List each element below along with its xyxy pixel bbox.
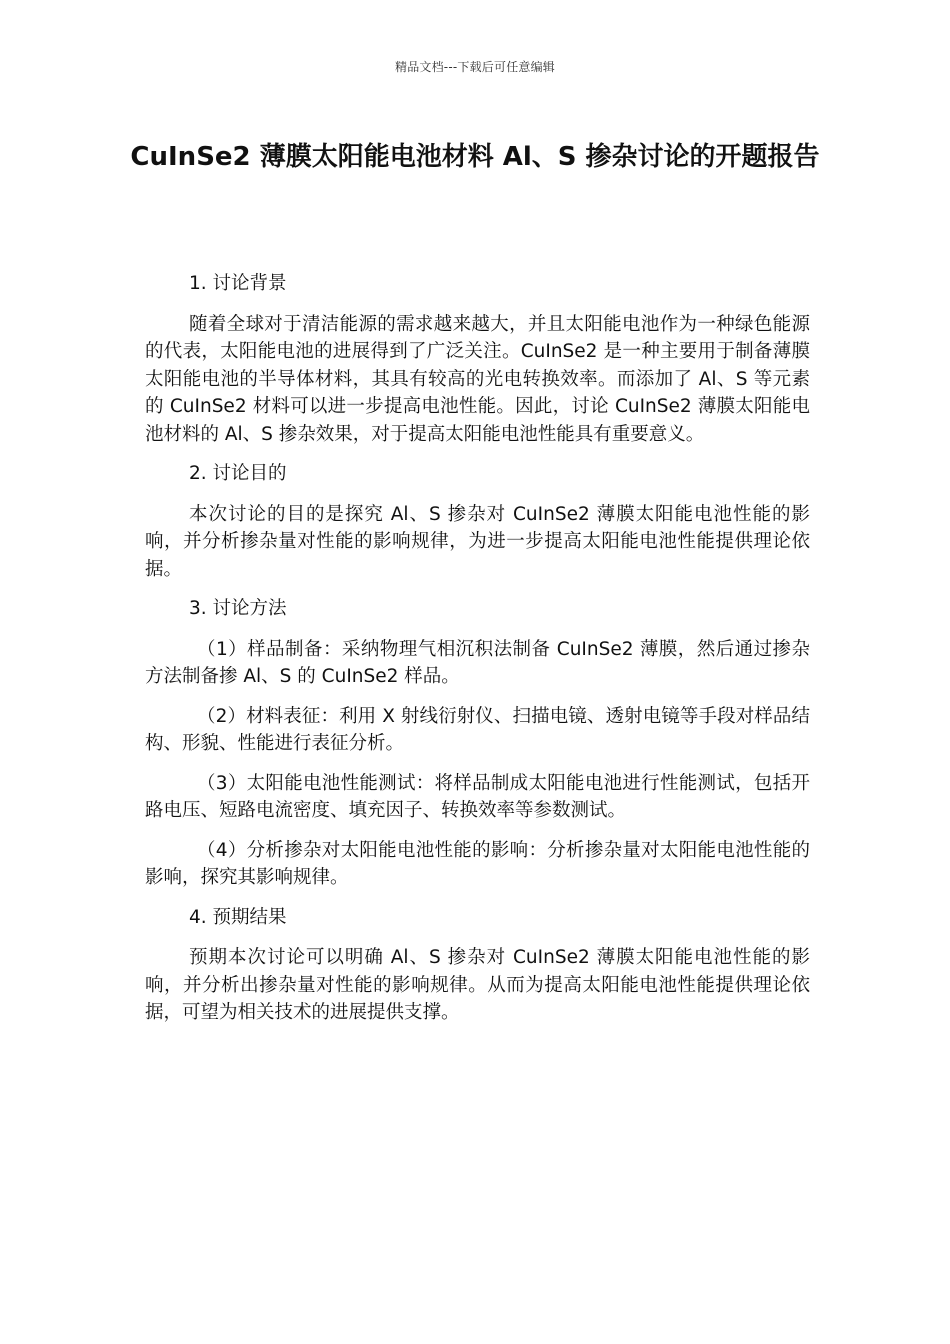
paragraph-background: 随着全球对于清洁能源的需求越来越大，并且太阳能电池作为一种绿色能源的代表，太阳能电池的进展得到了广泛关注。CuInSe2 是一种主要用于制备薄膜太阳能电池的半导体材料，其具有较高的光电转换效率。而添加了 Al、S 等元素的 CuInSe2 材料可以进一步提高电池性能。因此，讨论 CuInSe2 薄膜太阳能电池材料的 Al、S 掺杂效果，对于提高太阳能电池性能具有重要意义。: [145, 313, 810, 445]
section-heading-background: 1. 讨论背景: [189, 273, 287, 294]
method-item-doping-analysis: （4）分析掺杂对太阳能电池性能的影响：分析掺杂量对太阳能电池性能的影响，探究其影响规律。: [145, 839, 810, 888]
header-note: 精品文档---下载后可任意编辑: [395, 60, 555, 74]
method-item-characterization: （2）材料表征：利用 X 射线衍射仪、扫描电镜、透射电镜等手段对样品结构、形貌、性能进行表征分析。: [145, 705, 810, 754]
document-title: CuInSe2 薄膜太阳能电池材料 Al、S 掺杂讨论的开题报告: [130, 142, 820, 172]
paragraph-expected: 预期本次讨论可以明确 Al、S 掺杂对 CuInSe2 薄膜太阳能电池性能的影响，并分析出掺杂量对性能的影响规律。从而为提高太阳能电池性能提供理论依据，可望为相关技术的进展提供支撑。: [145, 947, 810, 1023]
method-item-performance-test: （3）太阳能电池性能测试：将样品制成太阳能电池进行性能测试，包括开路电压、短路电流密度、填充因子、转换效率等参数测试。: [145, 772, 810, 821]
document-body: [145, 270, 810, 1039]
section-heading-expected: 4. 预期结果: [189, 906, 287, 928]
method-item-sample-prep: （1）样品制备：采纳物理气相沉积法制备 CuInSe2 薄膜，然后通过掺杂方法制备掺 Al、S 的 CuInSe2 样品。: [145, 638, 810, 687]
section-heading-method: 3. 讨论方法: [189, 598, 287, 619]
paragraph-purpose: 本次讨论的目的是探究 Al、S 掺杂对 CuInSe2 薄膜太阳能电池性能的影响，并分析掺杂量对性能的影响规律，为进一步提高太阳能电池性能提供理论依据。: [145, 503, 810, 580]
section-heading-purpose: 2. 讨论目的: [189, 463, 287, 484]
